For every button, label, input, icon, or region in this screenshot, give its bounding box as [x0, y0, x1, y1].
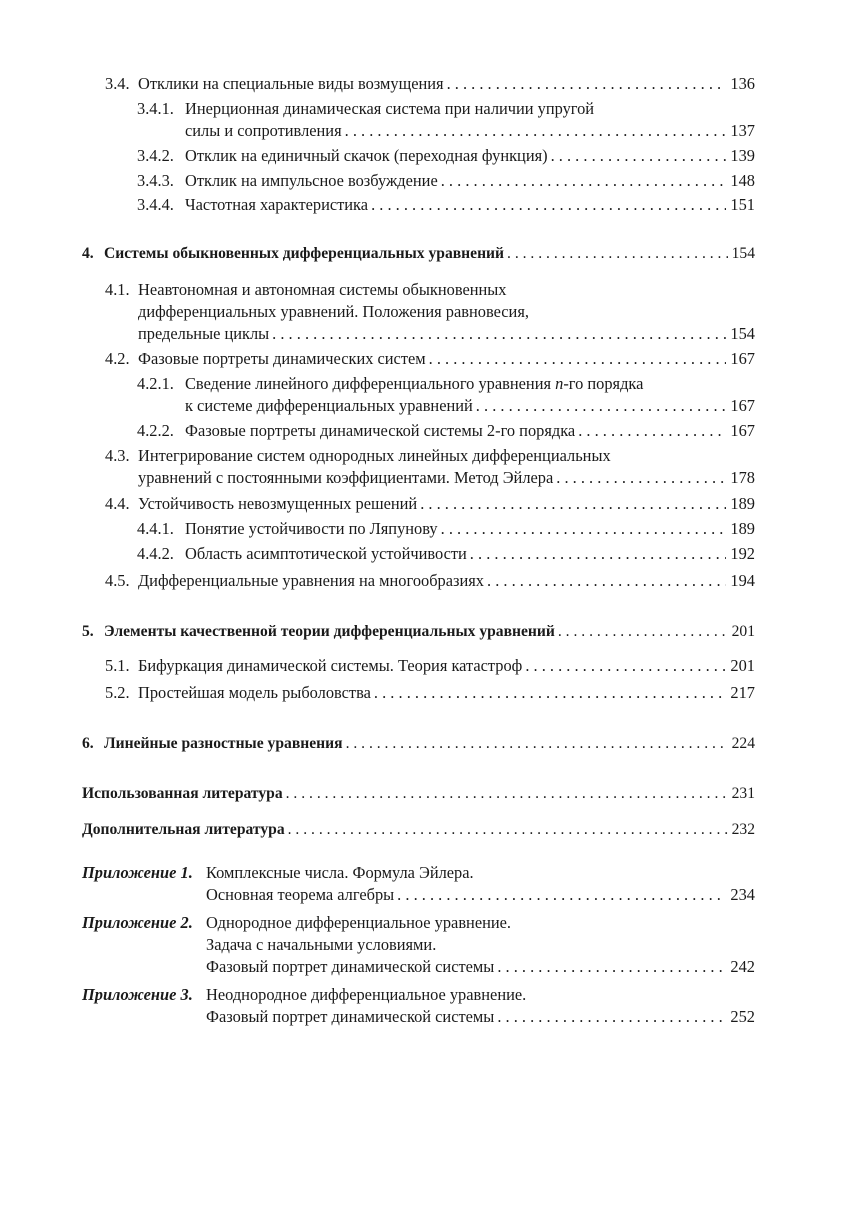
- chapter-title: Системы обыкновенных дифференциальных уравнений: [104, 245, 505, 262]
- section-title: Бифуркация динамической системы. Теория катастроф: [138, 656, 523, 675]
- section-number: 4.2.1.: [137, 374, 174, 393]
- toc-entry-5-2[interactable]: [105, 682, 755, 704]
- dot-leader: [441, 170, 727, 192]
- section-number: 3.4.2.: [137, 146, 174, 165]
- page-number: 194: [730, 571, 755, 590]
- toc-entry-4-2-2[interactable]: [137, 420, 755, 442]
- page-number: 148: [730, 171, 755, 190]
- page-number: 151: [730, 195, 755, 214]
- section-title: Дифференциальные уравнения на многообразиях: [138, 571, 484, 590]
- toc-chapter-6[interactable]: [82, 733, 755, 755]
- title-text: -го порядка: [563, 374, 644, 393]
- appendix-title-line-1: Неоднородное дифференциальное уравнение.: [206, 985, 527, 1004]
- entry-title: Использованная литература: [82, 785, 283, 802]
- toc-entry-3-4-2[interactable]: [137, 145, 755, 167]
- dot-leader: [429, 348, 727, 370]
- dot-leader: [525, 655, 726, 677]
- dot-leader: [578, 420, 726, 442]
- section-title-line-1: Интегрирование систем однородных линейных дифференциальных: [138, 446, 611, 465]
- section-title-line-1: Неавтономная и автономная системы обыкновенных: [138, 280, 507, 299]
- section-number: 4.3.: [105, 446, 130, 465]
- section-number: 5.2.: [105, 683, 130, 702]
- math-n: n: [555, 374, 564, 393]
- appendix-title-line-2: Основная теорема алгебры: [206, 885, 395, 904]
- chapter-number: 6.: [82, 735, 94, 752]
- appendix-title-line-2: Задача с начальными условиями.: [206, 935, 437, 954]
- page-number: 201: [731, 623, 755, 640]
- dot-leader: [558, 621, 728, 643]
- dot-leader: [470, 543, 727, 565]
- section-number: 5.1.: [105, 656, 130, 675]
- toc-used-literature[interactable]: [82, 783, 755, 805]
- page-number: 139: [730, 146, 755, 165]
- section-number: 3.4.: [105, 74, 130, 93]
- entry-title: Дополнительная литература: [82, 821, 285, 838]
- toc-entry-4-2-1[interactable]: [137, 373, 755, 417]
- toc-chapter-4[interactable]: [82, 243, 755, 265]
- toc-appendix-3[interactable]: [82, 984, 755, 1028]
- dot-leader: [420, 493, 726, 515]
- dot-leader: [272, 323, 726, 345]
- toc-entry-3-4-1[interactable]: [137, 98, 755, 142]
- section-number: 4.4.: [105, 494, 130, 513]
- page-number: 189: [730, 494, 755, 513]
- section-title: Область асимптотической устойчивости: [185, 544, 467, 563]
- section-title-line-2: к системе дифференциальных уравнений: [185, 396, 473, 415]
- dot-leader: [551, 145, 727, 167]
- page-number: 224: [731, 735, 755, 752]
- page-number: 154: [731, 245, 755, 262]
- section-title-line-3: предельные циклы: [138, 324, 270, 343]
- page-number: 201: [730, 656, 755, 675]
- appendix-title-line-3: Фазовый портрет динамической системы: [206, 957, 495, 976]
- dot-leader: [497, 1006, 726, 1028]
- page-number: 167: [730, 396, 755, 415]
- toc-entry-3-4-3[interactable]: [137, 170, 755, 192]
- page-number: 167: [730, 349, 755, 368]
- dot-leader: [374, 682, 727, 704]
- section-title-line-2: уравнений с постоянными коэффициентами. Метод Эйлера: [138, 468, 554, 487]
- section-title: Устойчивость невозмущенных решений: [138, 494, 418, 513]
- page-number: 178: [730, 468, 755, 487]
- page-number: 137: [730, 121, 755, 140]
- dot-leader: [441, 518, 727, 540]
- dot-leader: [288, 819, 728, 841]
- toc-entry-4-1[interactable]: [105, 279, 755, 345]
- appendix-title-line-1: Комплексные числа. Формула Эйлера.: [206, 863, 474, 882]
- page-number: 232: [731, 821, 755, 838]
- dot-leader: [371, 194, 726, 216]
- dot-leader: [487, 570, 726, 592]
- section-number: 4.4.2.: [137, 544, 174, 563]
- page-number: 154: [730, 324, 755, 343]
- page-number: 234: [730, 885, 755, 904]
- section-number: 4.4.1.: [137, 519, 174, 538]
- section-title: Простейшая модель рыболовства: [138, 683, 371, 702]
- page-number: 189: [730, 519, 755, 538]
- page-number: 136: [730, 74, 755, 93]
- dot-leader: [345, 120, 727, 142]
- toc-entry-4-3[interactable]: [105, 445, 755, 489]
- appendix-label: Приложение 3.: [82, 985, 193, 1004]
- dot-leader: [346, 733, 728, 755]
- appendix-title-line-2: Фазовый портрет динамической системы: [206, 1007, 495, 1026]
- appendix-label: Приложение 2.: [82, 913, 193, 932]
- section-number: 4.1.: [105, 280, 130, 299]
- dot-leader: [447, 73, 727, 95]
- section-title: Частотная характеристика: [185, 195, 369, 214]
- appendix-label: Приложение 1.: [82, 863, 193, 882]
- page-number: 242: [730, 957, 755, 976]
- toc-entry-4-5[interactable]: [105, 570, 755, 592]
- title-text: Сведение линейного дифференциального уравнения: [185, 374, 556, 393]
- chapter-number: 4.: [82, 245, 94, 262]
- toc-entry-3-4[interactable]: [105, 73, 755, 95]
- section-number: 4.5.: [105, 571, 130, 590]
- page-number: 217: [730, 683, 755, 702]
- dot-leader: [507, 243, 728, 265]
- dot-leader: [476, 395, 727, 417]
- section-title: Отклики на специальные виды возмущения: [138, 74, 444, 93]
- toc-appendix-1[interactable]: [82, 862, 755, 906]
- toc-entry-4-2[interactable]: [105, 348, 755, 370]
- toc-chapter-5[interactable]: [82, 621, 755, 643]
- chapter-number: 5.: [82, 623, 94, 640]
- section-number: 4.2.2.: [137, 421, 174, 440]
- page-number: 167: [730, 421, 755, 440]
- page-number: 231: [731, 785, 755, 802]
- page-number: 192: [730, 544, 755, 563]
- section-title: Фазовые портреты динамических систем: [138, 349, 426, 368]
- section-title-line-2: дифференциальных уравнений. Положения равновесия,: [138, 302, 529, 321]
- section-title: Отклик на единичный скачок (переходная функция): [185, 146, 548, 165]
- toc-additional-literature[interactable]: [82, 819, 755, 841]
- chapter-title: Линейные разностные уравнения: [104, 735, 343, 752]
- dot-leader: [286, 783, 728, 805]
- section-title: Фазовые портреты динамической системы 2-го порядка: [185, 421, 576, 440]
- dot-leader: [497, 956, 726, 978]
- toc-entry-4-4-1[interactable]: [137, 518, 755, 540]
- toc-appendix-2[interactable]: [82, 912, 755, 978]
- section-title-line-2: силы и сопротивления: [185, 121, 342, 140]
- section-number: 4.2.: [105, 349, 130, 368]
- toc-entry-4-4-2[interactable]: [137, 543, 755, 565]
- section-number: 3.4.4.: [137, 195, 174, 214]
- section-title: Отклик на импульсное возбуждение: [185, 171, 438, 190]
- appendix-title-line-1: Однородное дифференциальное уравнение.: [206, 913, 512, 932]
- chapter-title: Элементы качественной теории дифференциальных уравнений: [104, 623, 555, 640]
- toc-entry-4-4[interactable]: [105, 493, 755, 515]
- dot-leader: [397, 884, 726, 906]
- section-title: Понятие устойчивости по Ляпунову: [185, 519, 438, 538]
- toc-entry-3-4-4[interactable]: [137, 194, 755, 216]
- section-title-line-1: Инерционная динамическая система при наличии упругой: [185, 99, 595, 118]
- page-number: 252: [730, 1007, 755, 1026]
- section-title-line-1: [185, 373, 643, 395]
- section-number: 3.4.1.: [137, 99, 174, 118]
- toc-entry-5-1[interactable]: [105, 655, 755, 677]
- section-number: 3.4.3.: [137, 171, 174, 190]
- dot-leader: [556, 467, 726, 489]
